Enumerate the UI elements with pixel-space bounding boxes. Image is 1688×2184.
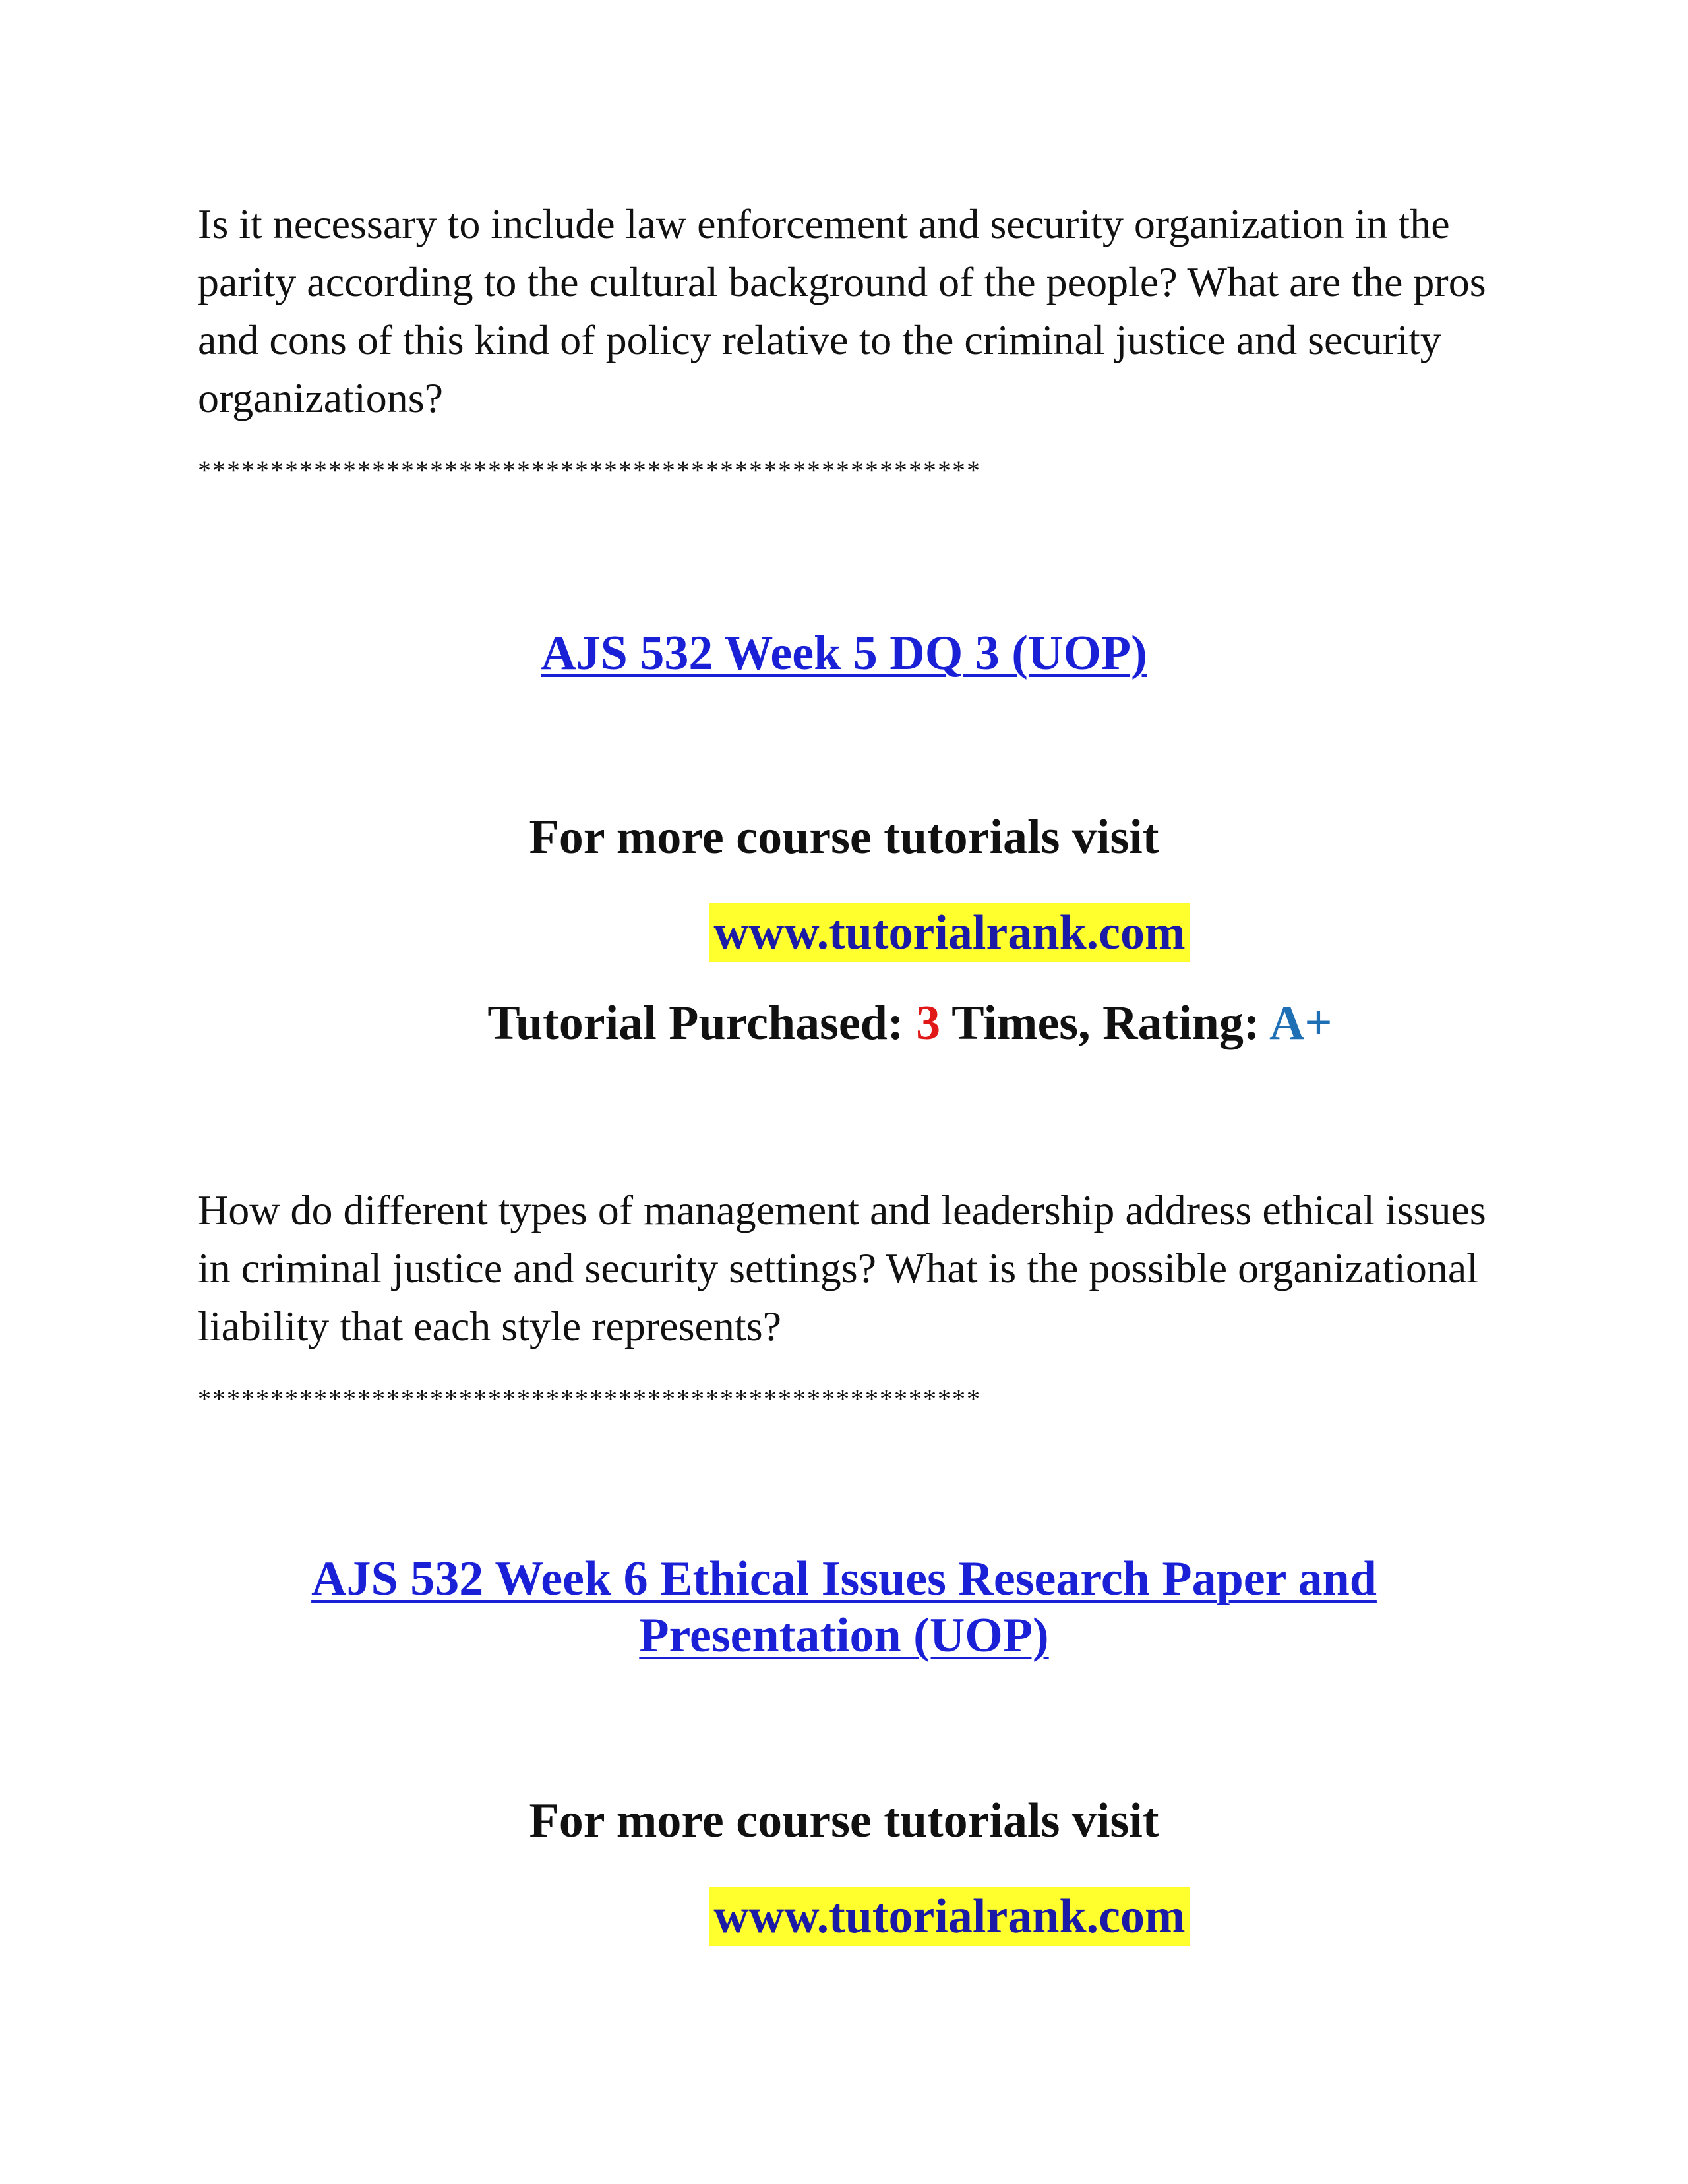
course-title-line-2[interactable]: Presentation (UOP) (639, 1608, 1049, 1663)
purchased-label: Tutorial Purchased: (487, 996, 917, 1050)
question-paragraph-1: Is it necessary to include law enforcement and security organization in the parity according to the cultural background of the people? What are the pros and cons of this kind of policy relative to the criminal justice and security organizations? (198, 200, 1486, 421)
course-title-line-1[interactable]: AJS 532 Week 6 Ethical Issues Research Paper and (311, 1552, 1377, 1606)
question-paragraph-2: How do different types of management and leadership address ethical issues in criminal justice and security settings? What is the possible organizational liability that each style represents? (198, 1187, 1486, 1349)
site-link-1[interactable]: www.tutorialrank.com (709, 903, 1189, 962)
course-title-link-week5[interactable] (0, 625, 1688, 682)
asterisk-divider-2: ****************************************************** (198, 1384, 981, 1413)
purchased-count: 3 (916, 996, 941, 1050)
purchase-info (0, 995, 1688, 1051)
site-link-wrapper-2 (0, 1887, 1688, 1946)
visit-text-2: For more course tutorials visit (529, 1794, 1159, 1848)
asterisk-divider-1: ****************************************************** (198, 456, 981, 485)
course-title-text[interactable]: AJS 532 Week 5 DQ 3 (UOP) (541, 626, 1147, 680)
course-title-link-week6[interactable] (0, 1550, 1688, 1664)
times-rating-label: Times, Rating: (940, 996, 1269, 1050)
visit-text-1: For more course tutorials visit (529, 810, 1159, 864)
site-link-wrapper-1 (0, 903, 1688, 962)
rating-value: A+ (1269, 996, 1333, 1050)
site-link-2[interactable]: www.tutorialrank.com (709, 1887, 1189, 1946)
